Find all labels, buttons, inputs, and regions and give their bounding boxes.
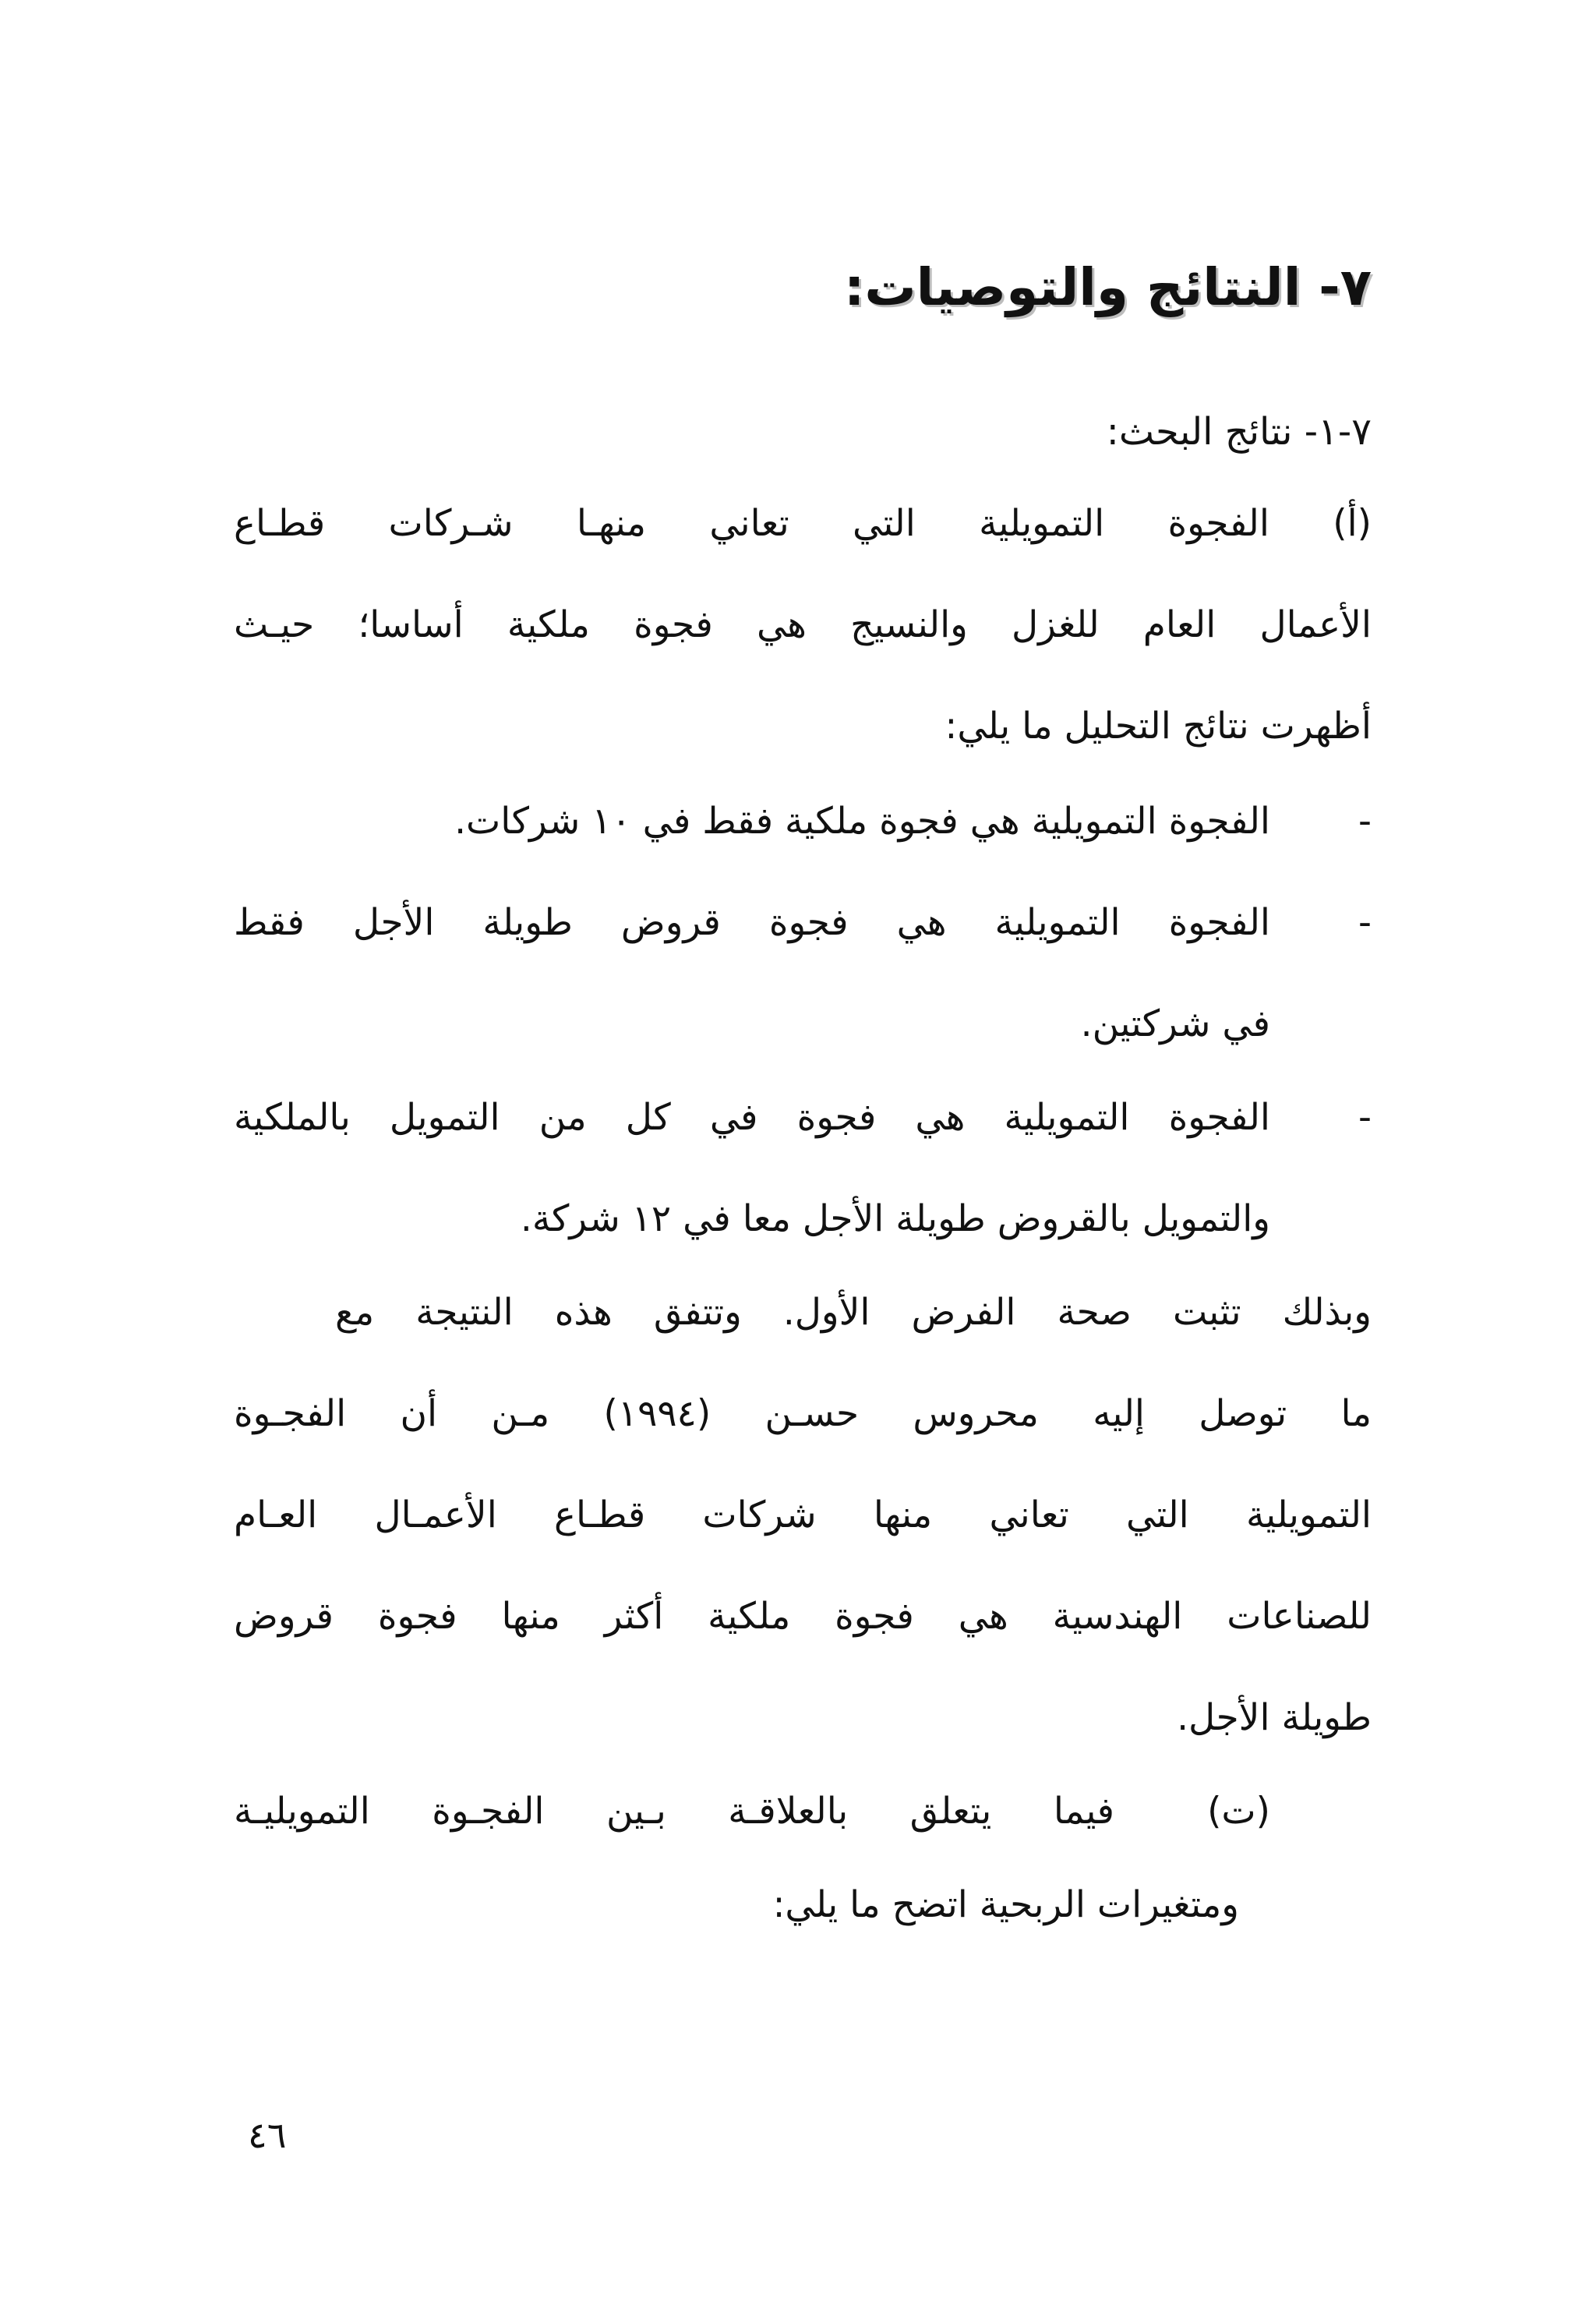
document-page <box>234 0 1372 2305</box>
paragraph-line: التمويلية التي تعاني منها شركات قطـاع الأعمـال العـام <box>234 1494 1372 1536</box>
bullet-line: الفجوة التمويلية هي فجوة ملكية فقط في ١٠ شركات. <box>454 800 1270 843</box>
section-heading: ٧- النتائج والتوصيات: <box>843 257 1372 317</box>
bullet-line: الفجوة التمويلية هي فجوة في كل من التمويل بالملكية <box>234 1096 1270 1139</box>
paragraph-line: للصناعات الهندسية هي فجوة ملكية أكثر منها فجوة قروض <box>234 1595 1372 1638</box>
subsection-heading: ٧-١- نتائج البحث: <box>1106 410 1372 454</box>
paragraph-line: (أ) الفجوة التمويلية التي تعاني منهـا شـركات قطـاع <box>234 502 1372 545</box>
item-label: (ت) <box>1207 1790 1270 1833</box>
bullet-dash: - <box>1358 800 1372 843</box>
bullet-dash: - <box>1358 901 1372 944</box>
paragraph-line: ما توصل إليه محروس حسـن (١٩٩٤) مـن أن الفجـوة <box>234 1392 1372 1435</box>
paragraph-line: الأعمال العام للغزل والنسيج هي فجوة ملكية أساسا؛ حيـث <box>234 603 1372 646</box>
page-number: ٤٦ <box>248 2114 287 2156</box>
item-line: فيما يتعلق بالعلاقـة بـين الفجـوة التمويليـة <box>234 1790 1114 1833</box>
bullet-dash: - <box>1358 1096 1372 1139</box>
bullet-line: الفجوة التمويلية هي فجوة قروض طويلة الأجل فقط <box>234 901 1270 944</box>
bullet-line: في شركتين. <box>1080 1002 1270 1045</box>
bullet-line: والتمويل بالقروض طويلة الأجل معا في ١٢ شركة. <box>520 1197 1270 1240</box>
item-line: ومتغيرات الربحية اتضح ما يلي: <box>772 1883 1239 1926</box>
paragraph-line: وبذلك تثبت صحة الفرض الأول. وتتفق هذه النتيجة مع <box>335 1291 1372 1334</box>
paragraph-line: طويلة الأجل. <box>1177 1696 1372 1739</box>
paragraph-line: أظهرت نتائج التحليل ما يلي: <box>945 705 1372 748</box>
